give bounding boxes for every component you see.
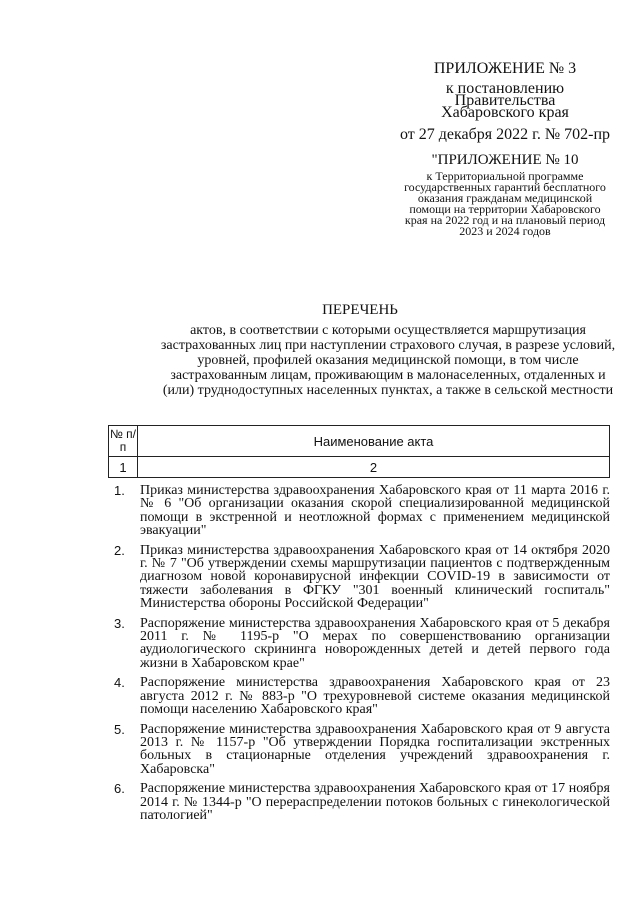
item-text: Приказ министерства здравоохранения Хабаровского края от 11 марта 2016 г. № 6 "Об организации оказания скорой специализированной медицинской помощи в экстренной и неотложной формах с применением медицинской эвакуации" (140, 483, 610, 539)
appendix-3-to-resolution: к постановлению (445, 80, 565, 97)
column-name-header: Наименование акта (138, 426, 610, 457)
appendix-10-line: 2023 и 2024 годов (459, 224, 551, 238)
item-text: Распоряжение министерства здравоохранения Хабаровского края от 5 декабря 2011 г. № 1195-р "О мерах по совершенствованию организации аудиологического скрининга новорожденных детей и детей первого года жизни в Хабаровском крае" (140, 615, 610, 671)
item-text: Распоряжение министерства здравоохранения Хабаровского края от 9 августа 2013 г. № 1157-р "Об утверждении Порядка госпитализации экстренных больных в стационарные отделения учреждений здравоохранения г. Хабаровска" (140, 721, 610, 777)
list-title: ПЕРЕЧЕНЬ (322, 302, 398, 318)
list-item (108, 617, 610, 671)
item-text: Распоряжение министерства здравоохранения Хабаровского края от 23 августа 2012 г. № 883-р "О трехуровневой системе оказания медицинской помощи населению Хабаровского края" (140, 675, 610, 718)
list-heading-line: (или) труднодоступных населенных пунктах, а также в сельской местности (162, 383, 614, 398)
list-heading-line: застрахованных лиц при наступлении страхового случая, в разрезе условий, (160, 338, 616, 353)
list-item (108, 782, 610, 822)
appendix-10-line: оказания гражданам медицинской (417, 191, 593, 205)
table-header-row (109, 426, 610, 457)
item-number: 2. (114, 542, 125, 558)
acts-list (108, 484, 610, 828)
item-number: 1. (114, 483, 125, 498)
acts-table-header (108, 425, 610, 478)
item-number: 3. (114, 615, 125, 631)
item-text: Приказ министерства здравоохранения Хабаровского края от 14 октября 2020 г. № 7 "Об утверждении схемы маршрутизации пациентов с подтвержденным диагнозом новой коронавирусной инфекции COVID-19 в зависимости от тяжести заболевания в ФГКУ "301 военный клинический госпиталь" Министерства обороны Российской Федерации" (140, 542, 610, 612)
appendix-10-line: к Территориальной программе (426, 169, 584, 183)
appendix-10-line: государственных гарантий бесплатного (404, 180, 606, 194)
list-heading-line: актов, в соответствии с которыми осуществляется маршрутизация (190, 323, 586, 338)
appendix-3-title: ПРИЛОЖЕНИЕ № 3 (433, 60, 577, 77)
column-number-index: 1 (109, 457, 138, 478)
list-item (108, 544, 610, 611)
column-name-index: 2 (138, 457, 610, 478)
appendix-3-date: от 27 декабря 2022 г. № 702-пр (399, 126, 611, 143)
list-item (108, 723, 610, 777)
table-index-row (109, 457, 610, 478)
appendix-3-government: Правительства (454, 92, 556, 109)
item-number: 6. (114, 781, 125, 797)
list-item (108, 484, 610, 538)
appendix-10-title: "ПРИЛОЖЕНИЕ № 10 (431, 152, 579, 168)
appendix-10-line: края на 2022 год и на плановый период (404, 213, 606, 227)
item-number: 5. (114, 721, 125, 737)
item-number: 4. (114, 675, 125, 691)
item-text: Распоряжение министерства здравоохранения Хабаровского края от 17 ноября 2014 г. № 1344-р "О перераспределении потоков больных с гинекологической патологией" (140, 781, 610, 823)
list-heading-line: уровней, профилей оказания медицинской помощи, в том числе (197, 353, 579, 368)
appendix-3-region: Хабаровского края (441, 104, 569, 121)
list-heading-line: застрахованным лицам, проживающим в малонаселенных, отдаленных и (170, 368, 606, 383)
column-number-header: № п/п (109, 426, 138, 457)
list-item (108, 676, 610, 716)
appendix-10-line: помощи на территории Хабаровского (409, 202, 601, 216)
